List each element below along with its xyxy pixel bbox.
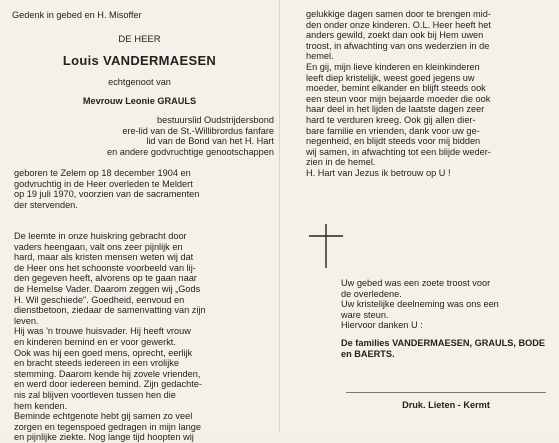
title-heer: DE HEER: [118, 34, 161, 45]
thanks-text: Uw gebed was een zoete troost voor de overledene. Uw kristelijke deelneming was ons een ware steun. Hiervoor danken U :: [341, 278, 499, 331]
eulogy-text: De leemte in onze huiskring gebracht door vaders heengaan, valt ons zeer pijnlijk en hard, maar als kristen mensen weten wij dat de Heer ons het schoonste voorbeeld van lij- den gegeven heeft, alvorens op te gaan naar de Hemelse Vader. Daarom zeggen wij „Gods H. Wil geschiede". Goedheid, eenvoud en dienstbetoon, ziedaar de samenvatting van zijn leven. Hij was 'n trouwe huisvader. Hij heeft vrouw en kinderen bemind en er voor gewerkt. Ook was hij een goed mens, oprecht, eerlijk en bracht steeds iedereen in een vrolijke stemming. Daarom kende hij zovele vrienden, en werd door iedereen bemind. Zijn gedachte- nis zal blijven voortleven tussen hen die hem kenden. Beminde echtgenote hebt gij samen zo veel zorgen en tegenspoed gedragen in mijn lange en pijnlijke ziekte. Nog lange tijd hoopten wij: [14, 231, 206, 443]
deceased-name: Louis VANDERMAESEN: [62, 53, 217, 68]
printer-credit: Druk. Lieten - Kermt: [402, 400, 490, 410]
roles-list: bestuurslid Oudstrijdersbond ere-lid van de St.-Willibrordus fanfare lid van de Bond van het H. Hart en andere godvruchtige genootschappen: [106, 115, 274, 157]
spouse-name: Mevrouw Leonie GRAULS: [82, 96, 197, 106]
divider: [346, 392, 546, 393]
spouse-prefix: echtgenoot van: [108, 77, 171, 87]
fold-line: [279, 0, 280, 432]
intro-line: Gedenk in gebed en H. Misoffer: [12, 10, 142, 20]
birth-death-text: geboren te Zelem op 18 december 1904 en godvruchtig in de Heer overleden te Meldert op 19 juli 1970, voorzien van de sacramenten der stervenden.: [14, 168, 200, 210]
cross-icon: [307, 224, 345, 268]
eulogy-continued-text: gelukkige dagen samen door te brengen mid- den onder onze kinderen. O.L. Heer heeft het anders gewild, zoekt dan ook bij Hem uwen troost, in afwachting van ons wederzien in de hemel. En gij, mijn lieve kinderen en kleinkinderen leeft diep kristelijk, weest goed jegens uw moeder, bemint elkander en blijft steeds ook een steun voor mijn bejaarde moeder die ook haar deel in het lijden de laatste dagen zeer hard te verduren kreeg. Ook gij allen dier- bare familie en vrienden, dank voor uw ge- negenheid, en blijdt steeds voor mij bidden wij samen, in afwachting tot een blijde weder- zien in de hemel. H. Hart van Jezus ik betrouw op U !: [306, 9, 491, 178]
families-text: De families VANDERMAESEN, GRAULS, BODE en BAERTS.: [341, 338, 546, 359]
